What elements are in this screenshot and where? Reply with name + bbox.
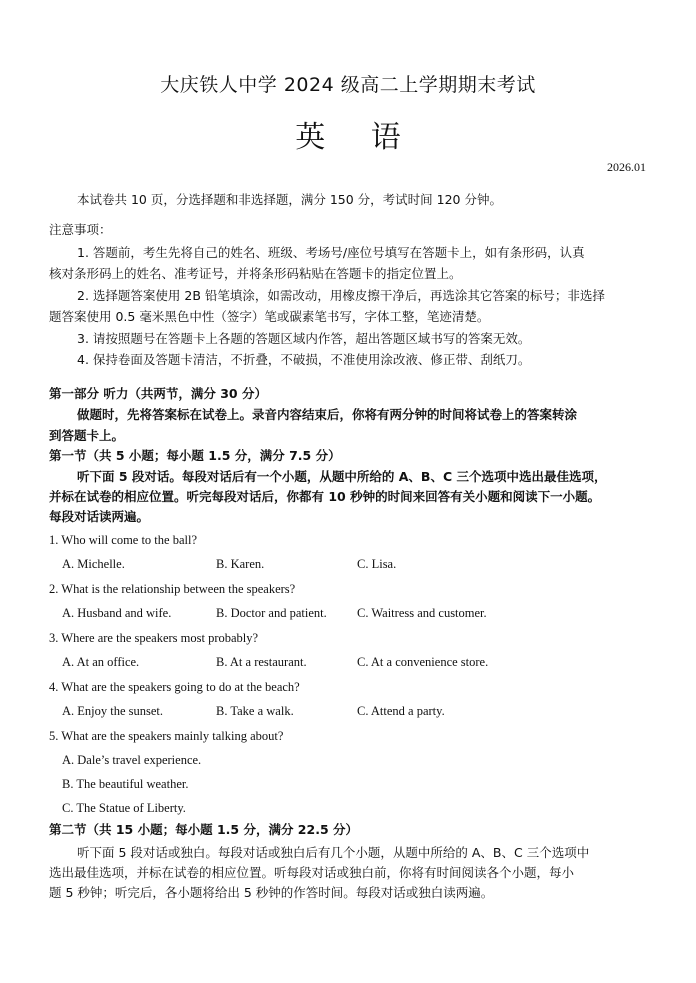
section2-instruction-1: 听下面 5 段对话或独白。每段对话或独白后有几个小题，从题中所给的 A、B、C 三个选项中 — [77, 845, 590, 860]
question-1-option-b: B. Karen. — [216, 557, 265, 571]
part1-instruction-2: 到答题卡上。 — [49, 428, 125, 443]
question-3-option-a: A. At an office. — [62, 655, 140, 669]
question-3: 3. Where are the speakers most probably? — [49, 631, 259, 645]
question-4-option-b: B. Take a walk. — [216, 704, 294, 718]
question-2-option-a: A. Husband and wife. — [62, 606, 172, 620]
question-5-option-a: A. Dale’s travel experience. — [62, 753, 202, 767]
notice-item-2a: 2. 选择题答案使用 2B 铅笔填涂，如需改动，用橡皮擦干净后，再选涂其它答案的标号；非选择 — [77, 288, 605, 303]
notice-heading: 注意事项： — [49, 222, 112, 237]
notice-item-1a: 1. 答题前，考生先将自己的姓名、班级、考场号/座位号填写在答题卡上，如有条形码，认真 — [77, 245, 585, 260]
part1-heading: 第一部分 听力（共两节，满分 30 分） — [49, 386, 267, 401]
question-1-option-a: A. Michelle. — [62, 557, 125, 571]
exam-date: 2026.01 — [607, 160, 646, 174]
notice-item-4: 4. 保持卷面及答题卡清洁，不折叠，不破损，不准使用涂改液、修正带、刮纸刀。 — [77, 352, 531, 367]
question-2-option-b: B. Doctor and patient. — [216, 606, 327, 620]
question-1-option-c: C. Lisa. — [357, 557, 397, 571]
section2-heading: 第二节（共 15 小题；每小题 1.5 分，满分 22.5 分） — [49, 822, 358, 837]
question-4-option-a: A. Enjoy the sunset. — [62, 704, 164, 718]
section2-instruction-3: 题 5 秒钟；听完后，各小题将给出 5 秒钟的作答时间。每段对话或独白读两遍。 — [49, 885, 494, 900]
question-5: 5. What are the speakers mainly talking about? — [49, 729, 284, 743]
question-4-option-c: C. Attend a party. — [357, 704, 445, 718]
question-5-option-b: B. The beautiful weather. — [62, 777, 189, 791]
subject-title: 英 语 — [295, 120, 419, 155]
part1-instruction-1: 做题时，先将答案标在试卷上。录音内容结束后，你将有两分钟的时间将试卷上的答案转涂 — [77, 407, 578, 422]
question-3-option-b: B. At a restaurant. — [216, 655, 307, 669]
question-2: 2. What is the relationship between the speakers? — [49, 582, 296, 596]
section1-instruction-3: 每段对话读两遍。 — [49, 509, 150, 524]
question-5-option-c: C. The Statue of Liberty. — [62, 801, 186, 815]
notice-item-3: 3. 请按照题号在答题卡上各题的答题区域内作答，超出答题区域书写的答案无效。 — [77, 331, 531, 346]
question-4: 4. What are the speakers going to do at the beach? — [49, 680, 300, 694]
intro-text: 本试卷共 10 页，分选择题和非选择题，满分 150 分，考试时间 120 分钟。 — [77, 192, 502, 207]
notice-item-1b: 核对条形码上的姓名、准考证号，并将条形码粘贴在答题卡的指定位置上。 — [49, 266, 462, 281]
question-1: 1. Who will come to the ball? — [49, 533, 197, 547]
section2-instruction-2: 选出最佳选项，并标在试卷的相应位置。听每段对话或独白前，你将有时间阅读各个小题，每小 — [49, 865, 575, 880]
question-3-option-c: C. At a convenience store. — [357, 655, 489, 669]
notice-item-2b: 题答案使用 0.5 毫米黑色中性（签字）笔或碳素笔书写，字体工整，笔迹清楚。 — [49, 309, 490, 324]
exam-title: 大庆铁人中学 2024 级高二上学期期末考试 — [160, 74, 536, 96]
section1-instruction-2: 并标在试卷的相应位置。听完每段对话后，你都有 10 秒钟的时间来回答有关小题和阅读下一小题。 — [49, 489, 601, 504]
section1-instruction-1: 听下面 5 段对话。每段对话后有一个小题，从题中所给的 A、B、C 三个选项中选出最佳选项， — [77, 469, 607, 484]
question-2-option-c: C. Waitress and customer. — [357, 606, 487, 620]
section1-heading: 第一节（共 5 小题；每小题 1.5 分，满分 7.5 分） — [49, 448, 341, 463]
